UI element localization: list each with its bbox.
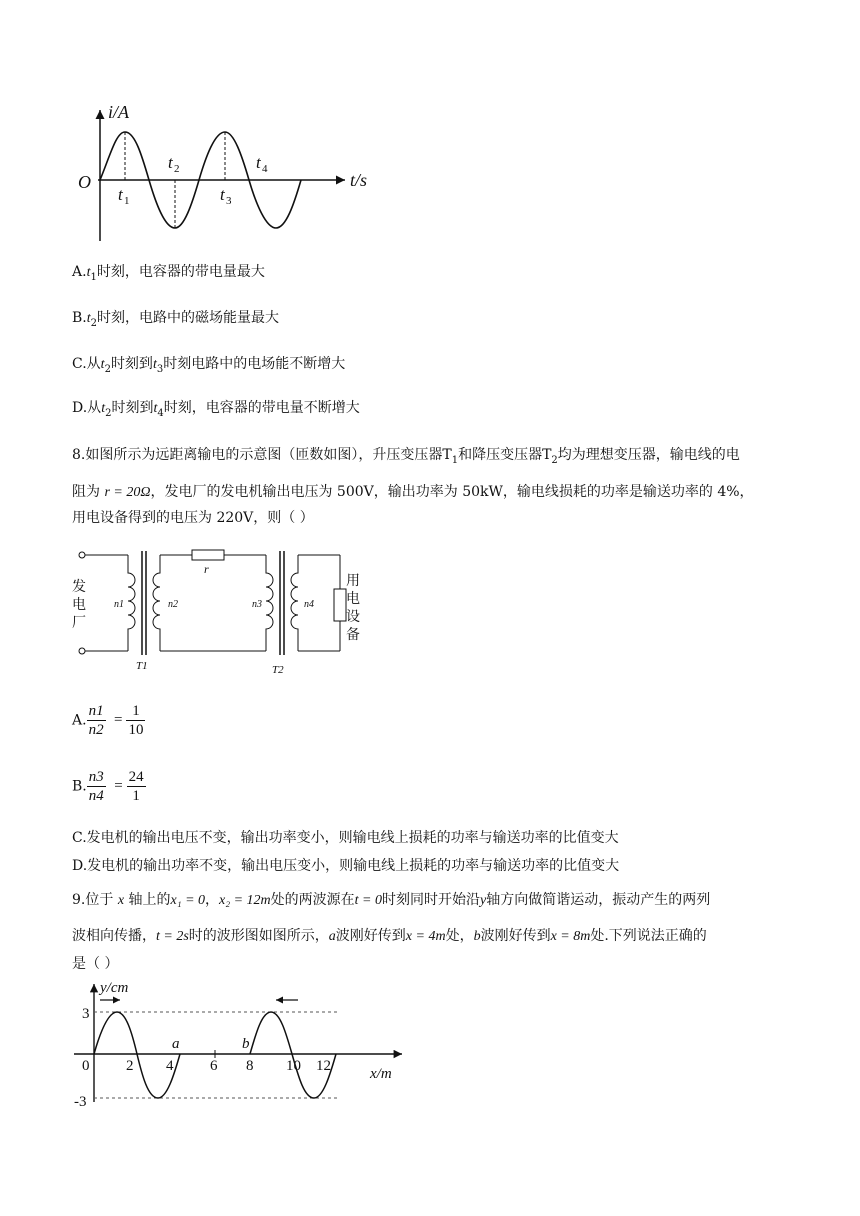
svg-text:4: 4 — [262, 163, 268, 175]
coil-n3 — [266, 555, 273, 651]
q7-option-a: $A.t_1$时刻，电容器的带电量最大 — [72, 264, 265, 283]
y-tick-0: 0 — [82, 1058, 90, 1074]
q7-option-d: D.从$t_2$时刻到$t_4$时刻，电容器的带电量不断增大 — [72, 400, 360, 419]
x-axis-label: t/s — [350, 170, 368, 190]
wave-b — [250, 1012, 336, 1098]
svg-text:T1: T1 — [136, 660, 148, 672]
wave-x-label: x/m — [370, 1066, 392, 1082]
q8-stem-line3: 用电设备得到的电压为 220V，则（ ） — [72, 510, 314, 526]
mark-t3 — [220, 185, 232, 207]
y-tick-neg3: -3 — [74, 1094, 87, 1106]
svg-text:r: r — [204, 562, 209, 576]
q7-option-b: $B.t_2$时刻，电路中的磁场能量最大 — [72, 310, 280, 329]
y-axis-label: i/A — [108, 102, 129, 122]
coil-n2 — [153, 555, 160, 651]
svg-text:T2: T2 — [272, 664, 284, 676]
q8-stem-line2: 阻为 r = 20Ω，发电厂的发电机输出电压为 500V，输出功率为 50kW，输电线损耗的功率是输送功率的 4%， — [72, 484, 754, 500]
svg-text:设: 设 — [346, 610, 360, 625]
y-tick-3: 3 — [82, 1006, 90, 1022]
q8-option-d: D.发电机的输出功率不变，输出电压变小，则输电线上损耗的功率与输送功率的比值变大 — [72, 858, 620, 874]
svg-text:n1: n1 — [114, 599, 124, 610]
point-a-label: a — [172, 1036, 180, 1052]
mark-t4 — [256, 153, 268, 175]
origin-label: O — [78, 172, 91, 192]
svg-text:电: 电 — [346, 592, 360, 607]
svg-text:发: 发 — [72, 580, 86, 595]
svg-text:t: t — [168, 153, 173, 172]
svg-text:备: 备 — [346, 628, 360, 643]
resistor-r — [192, 550, 224, 560]
x-tick-6: 6 — [210, 1058, 218, 1074]
svg-text:n2: n2 — [168, 599, 178, 610]
wave-graph — [70, 978, 410, 1106]
q9-stem-line1: 9.位于 x 轴上的x₁ = 0，x₂ = 12m处的两波源在t = 0时刻同时开始沿y轴方向做简谐运动，振动产生的两列 — [72, 892, 711, 908]
x-tick-12: 12 — [316, 1058, 331, 1074]
mark-t2 — [168, 153, 180, 175]
q7-option-c: C.从$t_2$时刻到$t_3$时刻电路中的电场能不断增大 — [72, 356, 346, 375]
svg-text:1: 1 — [124, 195, 130, 207]
q8-stem-line1: 8.如图所示为远距离输电的示意图（匝数如图），升压变压器$T_1$和降压变压器$T_2$均为理想变压器，输电线的电 — [72, 447, 740, 466]
mark-t1 — [118, 185, 130, 207]
svg-text:t: t — [118, 185, 123, 204]
svg-text:厂: 厂 — [72, 616, 86, 631]
q9-stem-line3: 是（ ） — [72, 956, 119, 972]
svg-text:n3: n3 — [252, 599, 262, 610]
wave-a — [94, 1012, 180, 1098]
svg-text:t: t — [256, 153, 261, 172]
q8-option-a: A. $\frac{n1}{n2}$ = $\frac{1}{10}$ — [72, 703, 144, 738]
coil-n4 — [291, 555, 298, 651]
svg-text:电: 电 — [72, 598, 86, 613]
q9-stem-line2: 波相向传播，t = 2s时的波形图如图所示，a波刚好传到x = 4m处，b波刚好传到x = 8m处.下列说法正确的 — [72, 928, 707, 944]
load-device — [334, 589, 346, 621]
svg-text:t: t — [220, 185, 225, 204]
x-tick-2: 2 — [126, 1058, 134, 1074]
transmission-circuit — [70, 545, 380, 685]
q8-option-b: B. $\frac{n3}{n4}$ = $\frac{24}{1}$ — [72, 769, 144, 804]
x-tick-8: 8 — [246, 1058, 254, 1074]
x-tick-4: 4 — [166, 1058, 174, 1074]
wave-y-label: y/cm — [100, 980, 129, 996]
x-tick-10: 10 — [286, 1058, 301, 1074]
svg-text:用: 用 — [346, 574, 360, 589]
q8-option-c: C.发电机的输出电压不变，输出功率变小，则输电线上损耗的功率与输送功率的比值变大 — [72, 830, 619, 846]
svg-text:n4: n4 — [304, 599, 314, 610]
svg-text:3: 3 — [226, 195, 232, 207]
coil-n1 — [128, 555, 135, 651]
current-time-graph — [70, 96, 380, 246]
point-b-label: b — [242, 1036, 250, 1052]
svg-text:2: 2 — [174, 163, 180, 175]
